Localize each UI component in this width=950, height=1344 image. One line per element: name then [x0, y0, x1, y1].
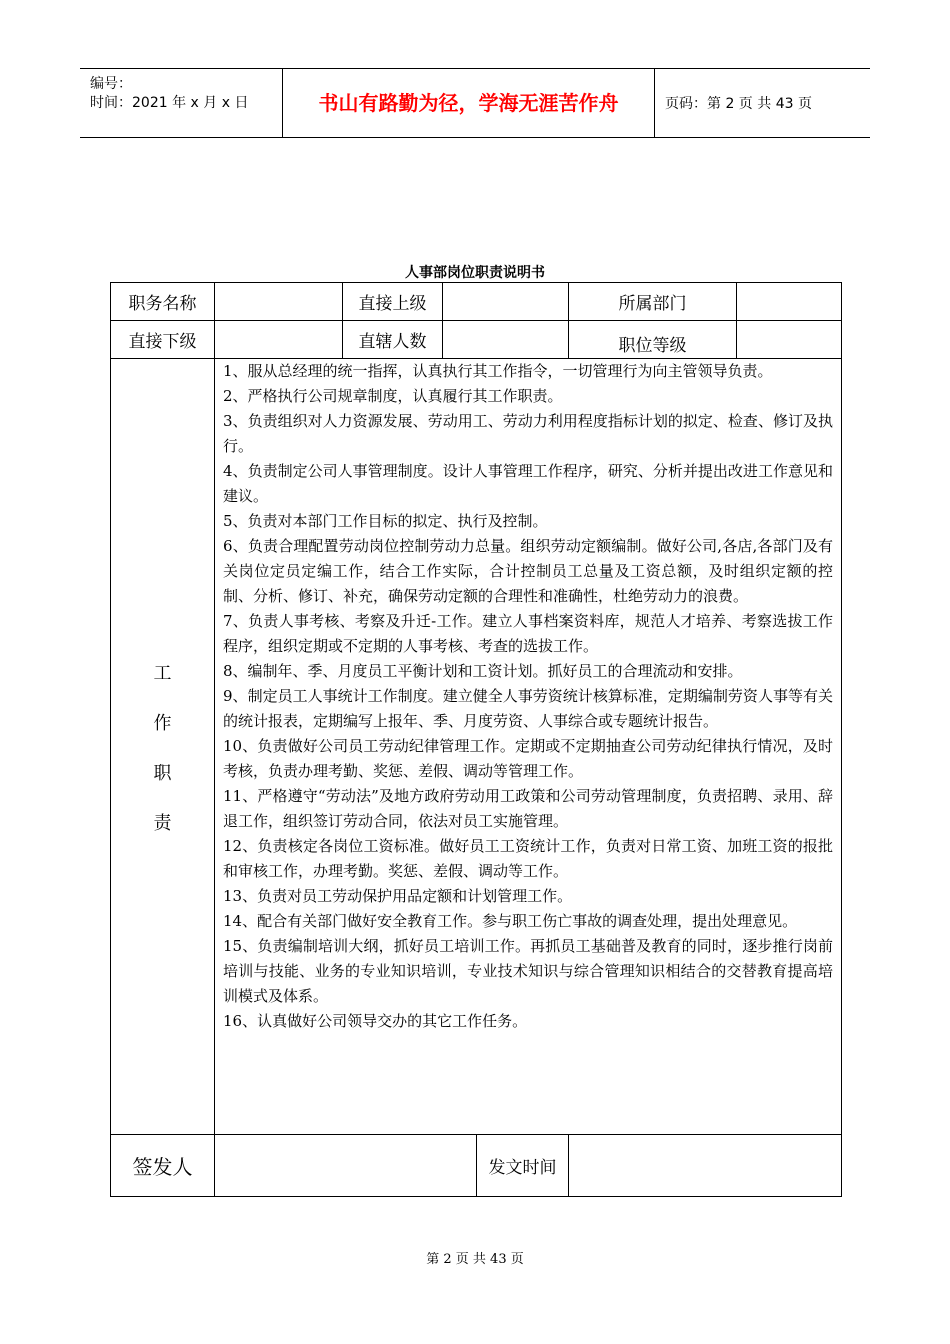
- duty-item: 4、负责制定公司人事管理制度。设计人事管理工作程序，研究、分析并提出改进工作意见和建议。: [223, 462, 833, 505]
- issue-time-label: 发文时间: [477, 1135, 569, 1197]
- job-name-label: 职务名称: [111, 283, 215, 321]
- grade-label: 职位等级: [569, 321, 737, 359]
- duty-item: 10、负责做好公司员工劳动纪律管理工作。定期或不定期抽查公司劳动纪律执行情况，及时考核，负责办理考勤、奖惩、差假、调动等管理工作。: [223, 737, 833, 780]
- subordinate-value: [215, 321, 343, 359]
- time-label: 时间：2021 年 x 月 x 日: [90, 95, 249, 111]
- duties-label-char: 责: [153, 812, 172, 834]
- table-row: [111, 1135, 842, 1197]
- header-divider: [654, 69, 655, 137]
- duty-item: 15、负责编制培训大纲，抓好员工培训工作。再抓员工基础普及教育的同时，逐步推行岗前培训与技能、业务的专业知识培训，专业技术知识与综合管理知识相结合的交替教育提高培训模式及体系。: [223, 937, 833, 1005]
- duties-list: [215, 359, 842, 1135]
- superior-value: [443, 283, 569, 321]
- page-header: [80, 68, 870, 138]
- job-name-value: [215, 283, 343, 321]
- duty-item: 2、严格执行公司规章制度，认真履行其工作职责。: [223, 387, 563, 405]
- document-title: 人事部岗位职责说明书: [405, 265, 545, 281]
- duty-item: 6、负责合理配置劳动岗位控制劳动力总量。组织劳动定额编制。做好公司,各店,各部门及有关岗位定员定编工作，结合工作实际，合计控制员工总量及工资总额，及时组织定额的控制、分析、修订、补充，确保劳动定额的合理性和准确性，杜绝劳动力的浪费。: [223, 537, 833, 605]
- duty-item: 5、负责对本部门工作目标的拟定、执行及控制。: [223, 512, 548, 530]
- duty-item: 16、认真做好公司领导交办的其它工作任务。: [223, 1012, 528, 1030]
- duties-label: [111, 359, 215, 1135]
- duties-label-char: 职: [153, 762, 172, 784]
- duty-item: 3、负责组织对人力资源发展、劳动用工、劳动力利用程度指标计划的拟定、检查、修订及执行。: [223, 412, 833, 455]
- table-row: [111, 283, 842, 321]
- duty-item: 13、负责对员工劳动保护用品定额和计划管理工作。: [223, 887, 573, 905]
- signer-value: [215, 1135, 477, 1197]
- headcount-label: 直辖人数: [343, 321, 443, 359]
- duty-item: 9、制定员工人事统计工作制度。建立健全人事劳资统计核算标准，定期编制劳资人事等有关的统计报表，定期编写上报年、季、月度劳资、人事综合或专题统计报告。: [223, 687, 833, 730]
- duty-item: 11、严格遵守“劳动法”及地方政府劳动用工政策和公司劳动管理制度，负责招聘、录用、辞退工作，组织签订劳动合同，依法对员工实施管理。: [223, 787, 833, 830]
- number-label: 编号：: [90, 76, 132, 92]
- duty-item: 7、负责人事考核、考察及升迁-工作。建立人事档案资料库，规范人才培养、考察选拔工作程序，组织定期或不定期的人事考核、考查的选拔工作。: [223, 612, 833, 655]
- duties-label-char: 工: [153, 662, 172, 684]
- header-motto: 书山有路勤为径，学海无涯苦作舟: [318, 91, 619, 115]
- header-page-info: 页码：第 2 页 共 43 页: [665, 96, 812, 112]
- duty-item: 1、服从总经理的统一指挥，认真执行其工作指令，一切管理行为向主管领导负责。: [223, 362, 773, 380]
- duty-item: 14、配合有关部门做好安全教育工作。参与职工伤亡事故的调查处理，提出处理意见。: [223, 912, 798, 930]
- duty-item: 8、编制年、季、月度员工平衡计划和工资计划。抓好员工的合理流动和安排。: [223, 662, 743, 680]
- headcount-value: [443, 321, 569, 359]
- job-description-table: [110, 282, 842, 1197]
- duty-item: 12、负责核定各岗位工资标准。做好员工工资统计工作，负责对日常工资、加班工资的报批和审核工作，办理考勤。奖惩、差假、调动等工作。: [223, 837, 833, 880]
- header-meta: [80, 69, 282, 137]
- department-label: 所属部门: [569, 283, 737, 321]
- table-row: [111, 359, 842, 1135]
- signer-label: 签发人: [111, 1135, 215, 1197]
- superior-label: 直接上级: [343, 283, 443, 321]
- page-footer: 第 2 页 共 43 页: [426, 1252, 524, 1267]
- table-row: [111, 321, 842, 359]
- issue-time-value: [569, 1135, 842, 1197]
- subordinate-label: 直接下级: [111, 321, 215, 359]
- department-value: [737, 283, 842, 321]
- duties-label-char: 作: [153, 712, 172, 734]
- grade-value: [737, 321, 842, 359]
